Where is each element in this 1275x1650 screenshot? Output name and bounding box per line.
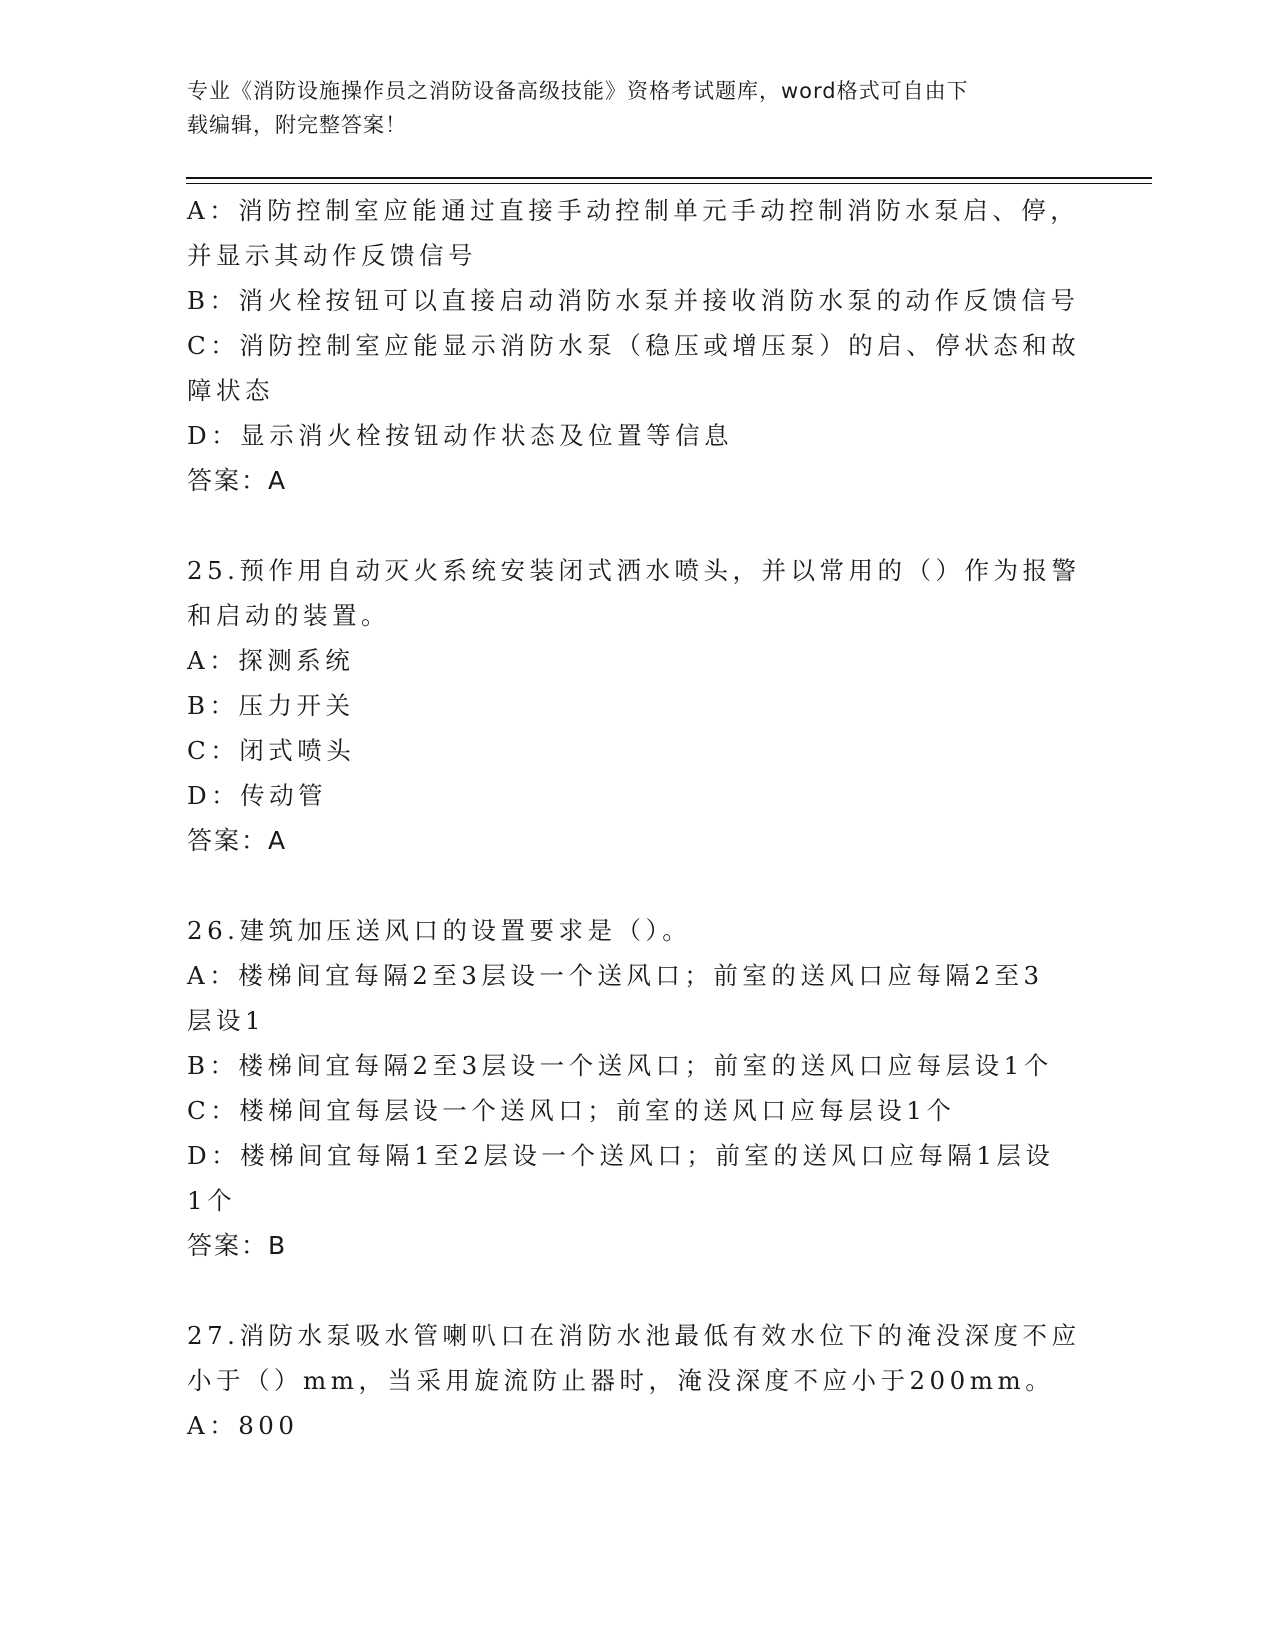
q25-stem-line-2: 和启动的装置。: [187, 601, 390, 630]
q24-option-a-line-1: A：消防控制室应能通过直接手动控制单元手动控制消防水泵启、停，: [187, 196, 1080, 225]
q26-option-d-line-2: 1个: [187, 1186, 237, 1215]
question-26: [187, 908, 1087, 1268]
header-line-2: 载编辑，附完整答案！: [187, 113, 407, 137]
q26-answer: 答案：B: [187, 1231, 288, 1260]
q24-option-a-line-2: 并显示其动作反馈信号: [187, 241, 477, 270]
q27-option-a: A：800: [187, 1411, 299, 1440]
q26-option-a-line-2: 层设1: [187, 1006, 266, 1035]
q24-option-d: D：显示消火栓按钮动作状态及位置等信息: [187, 421, 734, 450]
question-content: [187, 188, 1087, 1448]
header-rule-thin: [186, 183, 1152, 184]
header-rule-thick: [186, 177, 1152, 179]
question-24: [187, 188, 1087, 503]
q26-option-c: C：楼梯间宜每层设一个送风口；前室的送风口应每层设1个: [187, 1096, 956, 1125]
q25-stem-line-1: 25.预作用自动灭火系统安装闭式洒水喷头，并以常用的（）作为报警: [187, 556, 1081, 585]
q25-option-b: B：压力开关: [187, 691, 355, 720]
q24-option-c-line-1: C：消防控制室应能显示消防水泵（稳压或增压泵）的启、停状态和故: [187, 331, 1081, 360]
q26-option-d-line-1: D：楼梯间宜每隔1至2层设一个送风口；前室的送风口应每隔1层设: [187, 1141, 1055, 1170]
q25-answer: 答案：A: [187, 826, 288, 855]
q24-option-c-line-2: 障状态: [187, 376, 274, 405]
document-header: [187, 74, 1067, 142]
q27-stem-line-1: 27.消防水泵吸水管喇叭口在消防水池最低有效水位下的淹没深度不应: [187, 1321, 1081, 1350]
q26-stem: 26.建筑加压送风口的设置要求是（）。: [187, 916, 692, 945]
q25-option-d: D：传动管: [187, 781, 328, 810]
q25-option-c: C：闭式喷头: [187, 736, 356, 765]
spacer: [187, 503, 1087, 548]
q26-option-b: B：楼梯间宜每隔2至3层设一个送风口；前室的送风口应每层设1个: [187, 1051, 1053, 1080]
q25-option-a: A：探测系统: [187, 646, 355, 675]
q24-answer: 答案：A: [187, 466, 288, 495]
header-line-1: 专业《消防设施操作员之消防设备高级技能》资格考试题库，word格式可自由下: [187, 79, 969, 103]
question-27: [187, 1313, 1087, 1448]
q24-option-b: B：消火栓按钮可以直接启动消防水泵并接收消防水泵的动作反馈信号: [187, 286, 1080, 315]
q26-option-a-line-1: A：楼梯间宜每隔2至3层设一个送风口；前室的送风口应每隔2至3: [187, 961, 1044, 990]
q27-stem-line-2: 小于（）mm，当采用旋流防止器时，淹没深度不应小于200mm。: [187, 1366, 1055, 1395]
question-25: [187, 548, 1087, 863]
spacer: [187, 863, 1087, 908]
spacer: [187, 1268, 1087, 1313]
